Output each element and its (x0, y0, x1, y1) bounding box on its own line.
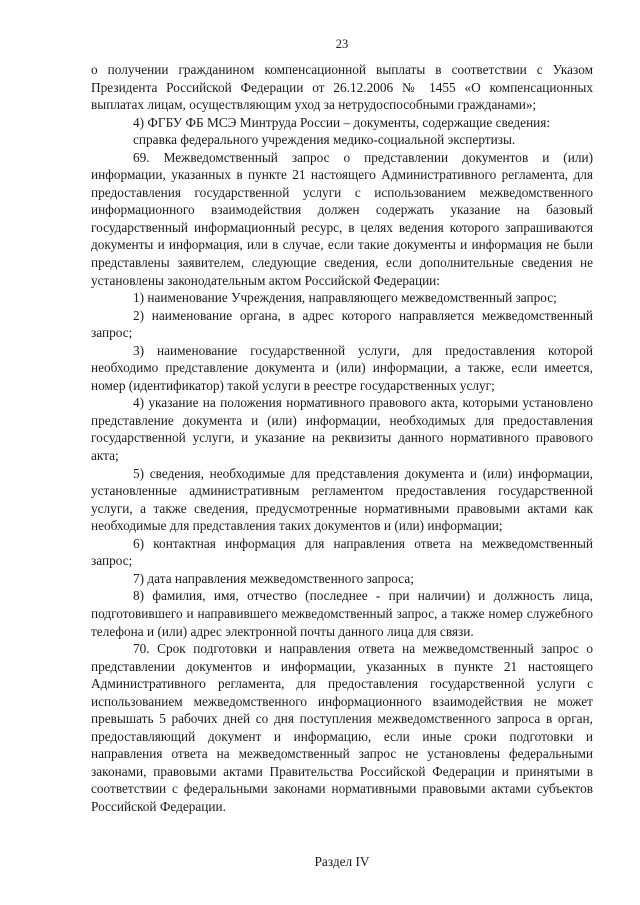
paragraph-list-item-7: 7) дата направления межведомственного запроса; (133, 570, 414, 586)
paragraph-clause-69: 69. Межведомственный запрос о представлении документов и (или) информации, указанных в пункте 21 настоящего Административного регламента, для предоставления государственной услуги с использованием межведомственного информационного взаимодействия должен содержать указание на базовый государственный информационный ресурс, в целях ведения которого запрашиваются документы и информация, или в случае, если такие документы и информация не были представлены заявителем, следующие сведения, если дополнительные сведения не установлены законодательным актом Российской Федерации: (91, 149, 593, 288)
paragraph-list-item-4: 4) указание на положения нормативного правового акта, которыми установлено представление документа и (или) информации, необходимых для предоставления государственной услуги, и указание на реквизиты данного нормативного правового акта; (91, 395, 593, 464)
document-body (91, 61, 593, 816)
paragraph-continuation: о получении гражданином компенсационной выплаты в соответствии с Указом Президента Российской Федерации от 26.12.2006 № 1455 «О компенсационных выплатах лицам, осуществляющим уход за нетрудоспособными гражданами»; (91, 62, 593, 113)
page-number: 23 (335, 37, 349, 51)
paragraph-list-item-6: 6) контактная информация для направления ответа на межведомственный запрос; (91, 535, 593, 569)
section-heading: Раздел IV (314, 854, 370, 869)
paragraph-mse-certificate: справка федерального учреждения медико-социальной экспертизы. (133, 132, 516, 148)
paragraph-clause-70: 70. Срок подготовки и направления ответа на межведомственный запрос о представлении документов и информации, указанных в пункте 21 настоящего Административного регламента, для предоставления государственной услуги с использованием межведомственного информационного взаимодействия не может превышать 5 рабочих дней со дня поступления межведомственного запроса в орган, предоставляющий документ и информацию, если иные сроки подготовки и направления ответа на межведомственный запрос не установлены федеральными законами, правовыми актами Правительства Российской Федерации и принятыми в соответствии с федеральными законами нормативными правовыми актами субъектов Российской Федерации. (91, 641, 593, 814)
paragraph-item-4-mse: 4) ФГБУ ФБ МСЭ Минтруда России – документы, содержащие сведения: (133, 114, 551, 130)
paragraph-list-item-8: 8) фамилия, имя, отчество (последнее - при наличии) и должность лица, подготовившего и направившего межведомственный запрос, а также номер служебного телефона и (или) адрес электронной почты данного лица для связи. (91, 588, 593, 639)
paragraph-list-item-3: 3) наименование государственной услуги, для предоставления которой необходимо представление документа и (или) информации, а также, если имеется, номер (идентификатор) такой услуги в реестре государственных услуг; (91, 342, 593, 393)
paragraph-list-item-5: 5) сведения, необходимые для представления документа и (или) информации, установленные административным регламентом предоставления государственной услуги, а также сведения, предусмотренные нормативными правовыми актами как необходимые для представления таких документов и (или) информации; (91, 465, 593, 534)
paragraph-list-item-1: 1) наименование Учреждения, направляющего межведомственный запрос; (133, 290, 557, 306)
paragraph-list-item-2: 2) наименование органа, в адрес которого направляется межведомственный запрос; (91, 307, 593, 341)
